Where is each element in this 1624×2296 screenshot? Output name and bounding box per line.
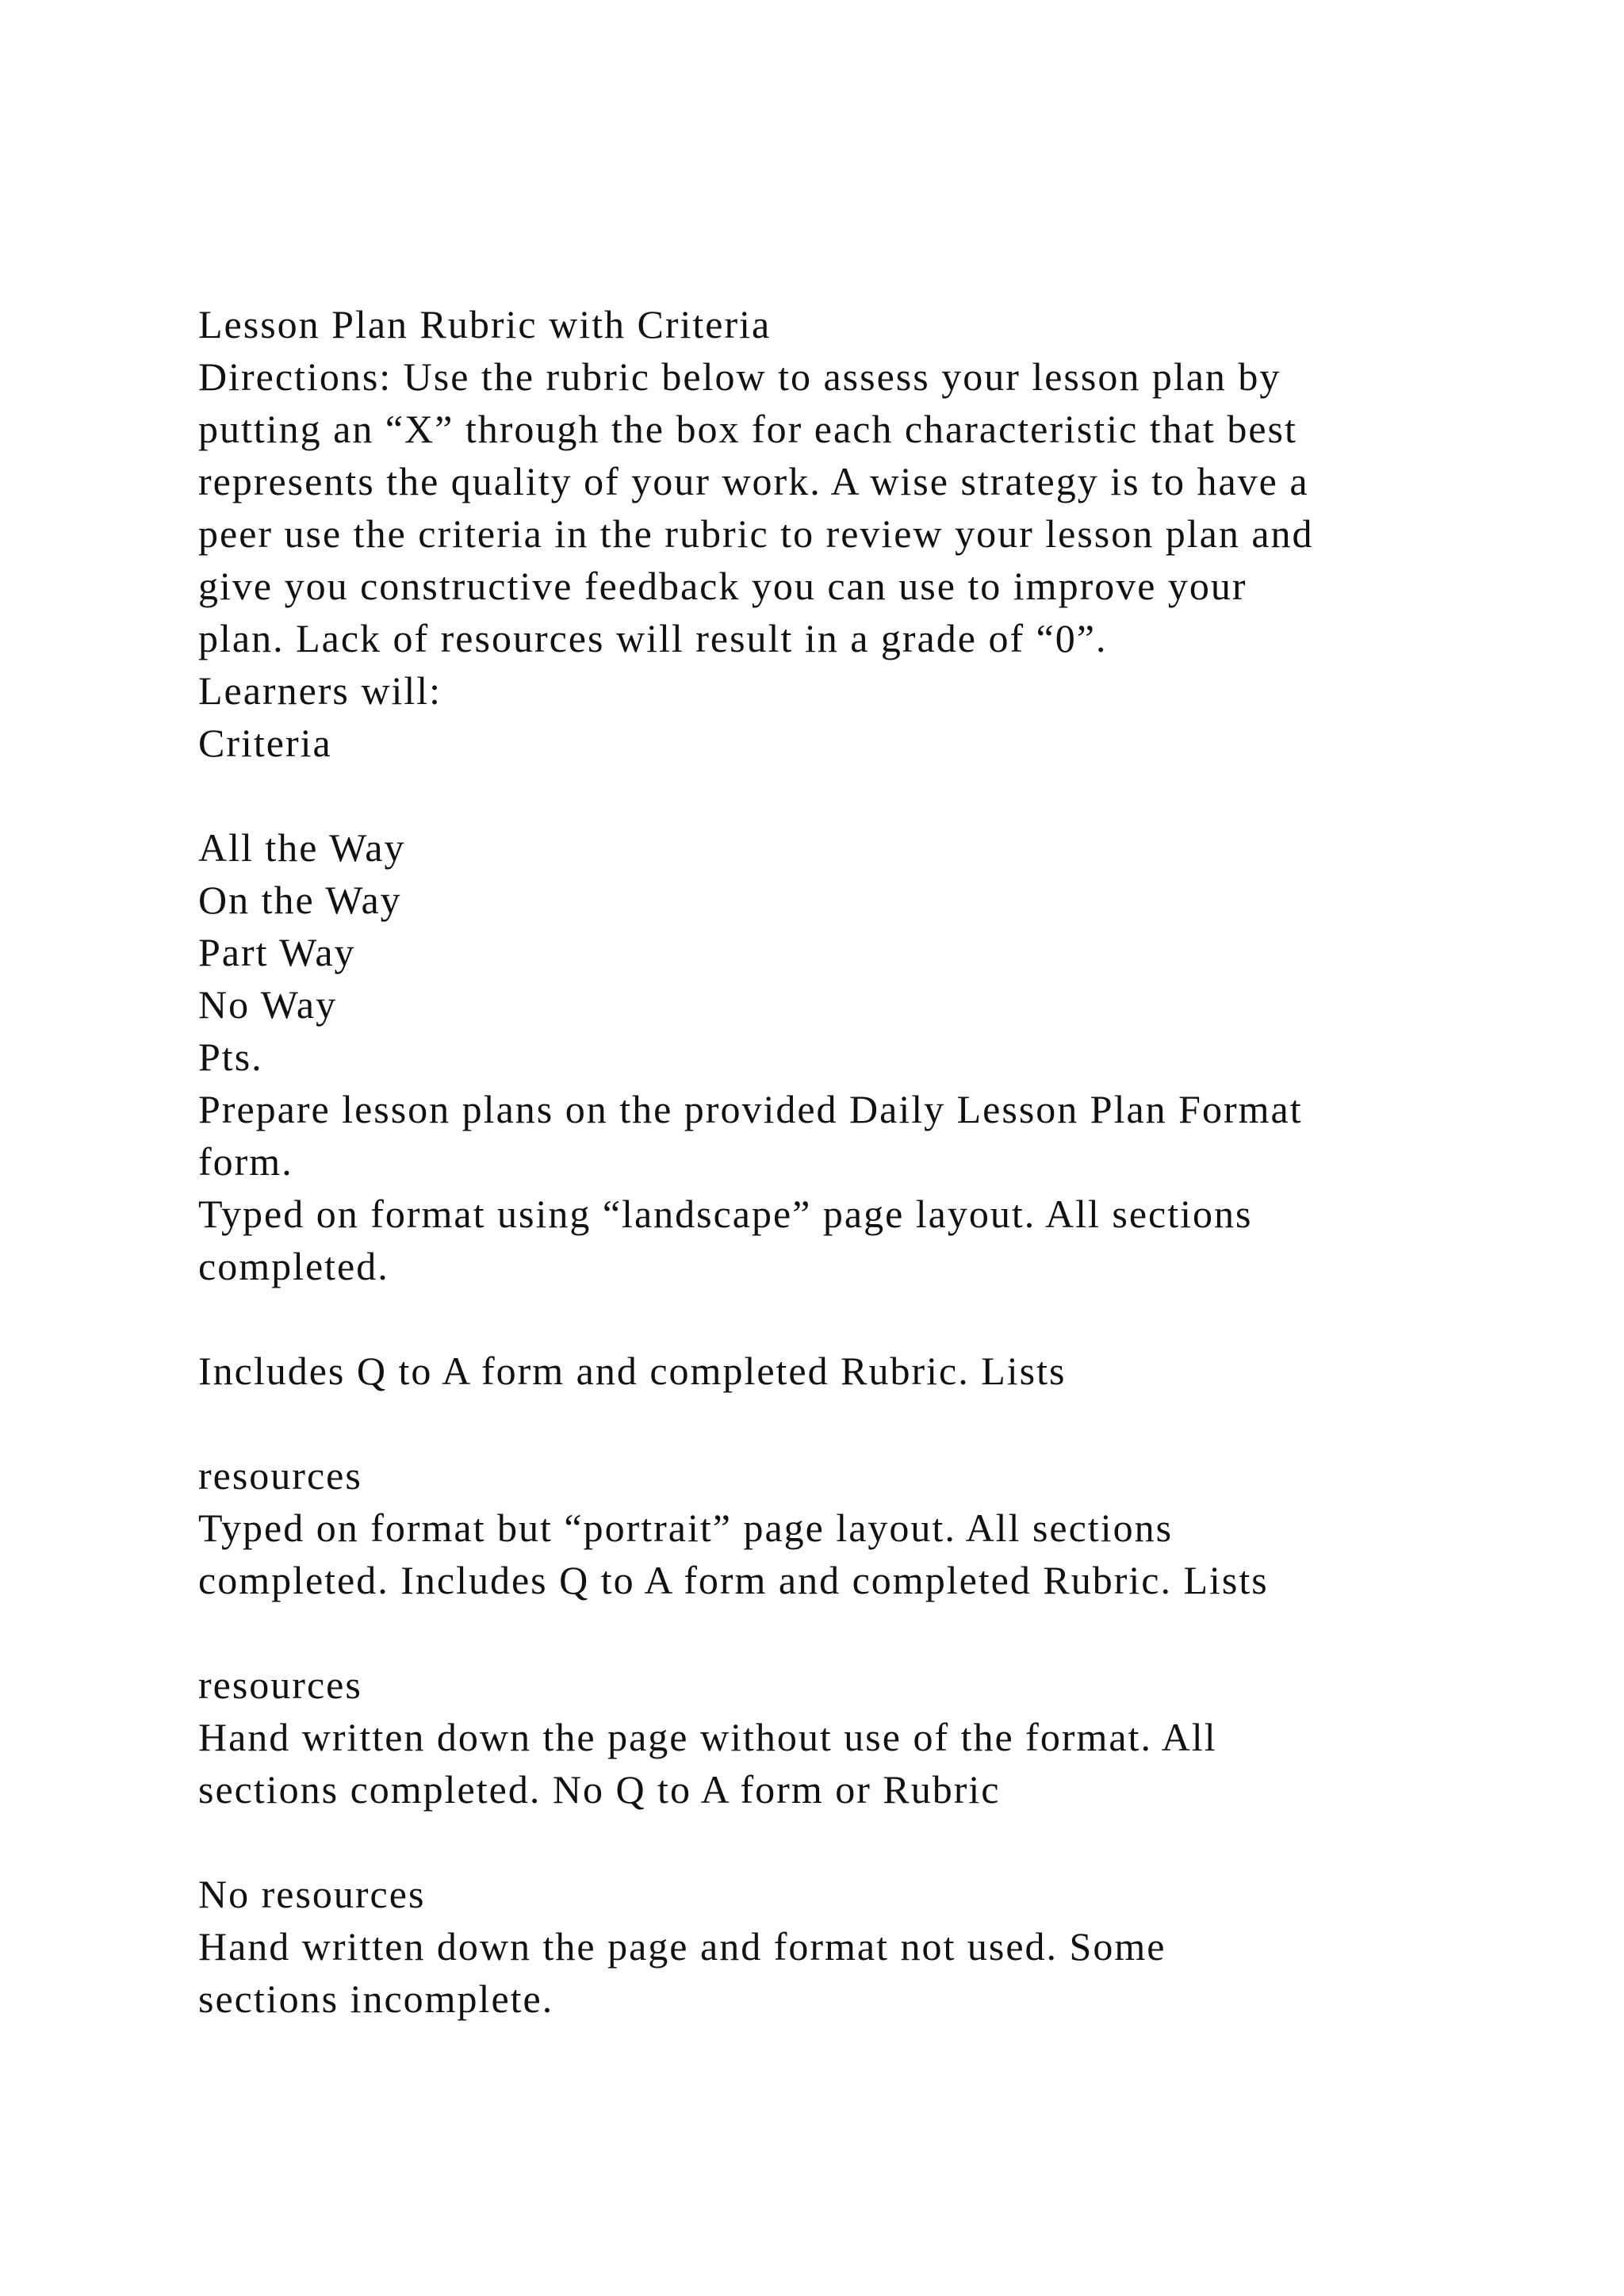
part-way-line-2: sections completed. No Q to A form or Rubric [198,1767,1001,1812]
level-part-way: Part Way [198,930,356,974]
no-way-line-1: Hand written down the page and format not used. Some [198,1924,1166,1969]
on-the-way-line-2: completed. Includes Q to A form and completed Rubric. Lists [198,1558,1269,1602]
part-way-line-1: Hand written down the page without use of the format. All [198,1715,1217,1759]
on-the-way-resources: resources [198,1663,362,1707]
learners-will-label: Learners will: [198,668,442,713]
level-all-the-way: All the Way [198,825,406,870]
directions-line-5: give you constructive feedback you can use to improve your [198,564,1247,608]
on-the-way-line-1: Typed on format but “portrait” page layout. All sections [198,1506,1174,1550]
level-pts: Pts. [198,1035,263,1079]
all-the-way-extra: Includes Q to A form and completed Rubric. Lists [198,1349,1067,1393]
blank-line [198,1816,1499,1868]
part-way-resources: No resources [198,1872,426,1916]
directions-line-3: represents the quality of your work. A wise strategy is to have a [198,459,1309,503]
criteria-header: Criteria [198,721,332,765]
level-on-the-way: On the Way [198,878,402,922]
blank-line [198,1397,1499,1449]
directions-line-6: plan. Lack of resources will result in a grade of “0”. [198,616,1108,660]
all-the-way-line-2: completed. [198,1244,389,1288]
document-title: Lesson Plan Rubric with Criteria [198,302,772,346]
all-the-way-resources: resources [198,1453,362,1498]
criterion-line-2: form. [198,1139,293,1184]
criterion-line-1: Prepare lesson plans on the provided Daily Lesson Plan Format [198,1087,1303,1131]
directions-line-4: peer use the criteria in the rubric to review your lesson plan and [198,511,1314,556]
directions-line-2: putting an “X” through the box for each characteristic that best [198,407,1297,451]
all-the-way-line-1: Typed on format using “landscape” page layout. All sections [198,1192,1253,1236]
blank-line [198,1606,1499,1659]
blank-line [198,1292,1499,1345]
document-text [198,298,1499,2025]
blank-line [198,769,1499,821]
level-no-way: No Way [198,982,338,1027]
directions-line-1: Directions: Use the rubric below to assess your lesson plan by [198,354,1281,399]
no-way-line-2: sections incomplete. [198,1976,554,2021]
